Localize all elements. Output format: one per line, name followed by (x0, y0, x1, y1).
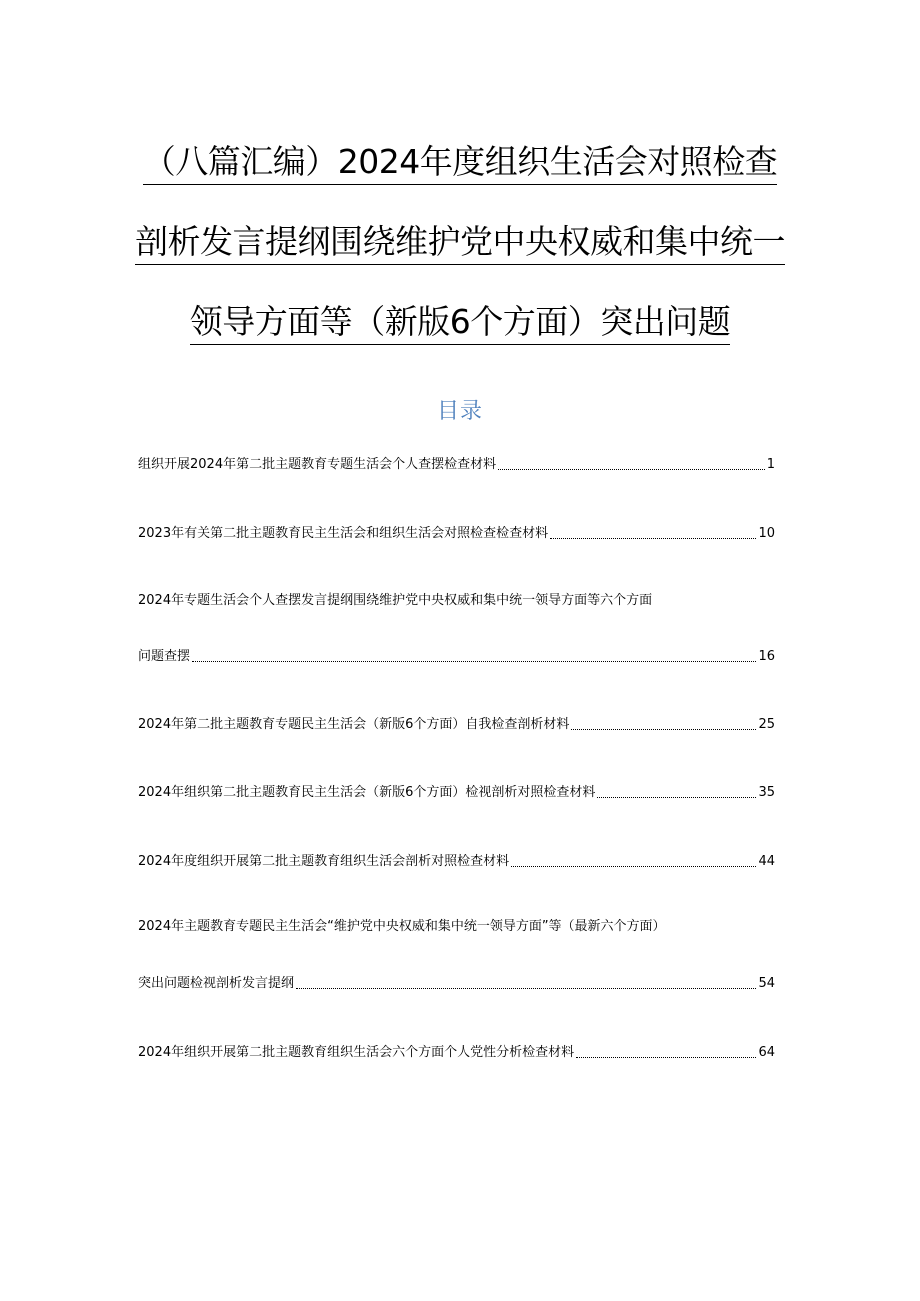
toc-leader-dots (597, 797, 756, 798)
toc-entry-title: 2024年组织开展第二批主题教育组织生活会六个方面个人党性分析检查材料 (138, 1045, 575, 1060)
toc-entry-page: 1 (766, 457, 775, 472)
toc-entry-page: 54 (758, 976, 775, 991)
document-title-line-3 (90, 302, 830, 345)
toc-entry-page: 10 (758, 526, 775, 541)
toc-entry-page: 64 (758, 1045, 775, 1060)
toc-leader-dots (576, 1057, 756, 1058)
toc-heading: 目录 (436, 399, 483, 424)
toc-entry-title: 2024年第二批主题教育专题民主生活会（新版6个方面）自我检查剖析材料 (138, 717, 570, 732)
toc-entry[interactable] (138, 712, 775, 734)
toc-entry-page: 25 (758, 717, 775, 732)
toc-entry[interactable] (138, 780, 775, 802)
toc-entry-title: 2024年度组织开展第二批主题教育组织生活会剖析对照检查材料 (138, 854, 510, 869)
toc-entry[interactable] (138, 644, 775, 666)
document-title-line-1 (90, 142, 830, 185)
toc-entry-title: 突出问题检视剖析发言提纲 (138, 976, 295, 991)
toc-entry-first-line[interactable]: 2024年专题生活会个人查摆发言提纲围绕维护党中央权威和集中统一领导方面等六个方面 (138, 593, 653, 608)
title-text-2: 剖析发言提纲围绕维护党中央权威和集中统一 (135, 222, 785, 265)
toc-entry-title: 2023年有关第二批主题教育民主生活会和组织生活会对照检查检查材料 (138, 526, 549, 541)
toc-leader-dots (498, 469, 765, 470)
toc-leader-dots (192, 661, 756, 662)
toc-entry-title: 组织开展2024年第二批主题教育专题生活会个人查摆检查材料 (138, 457, 497, 472)
toc-entry[interactable] (138, 452, 775, 474)
toc-entry-page: 16 (758, 649, 775, 664)
toc-leader-dots (511, 866, 756, 867)
toc-leader-dots (550, 538, 756, 539)
toc-entry[interactable] (138, 521, 775, 543)
toc-leader-dots (296, 988, 756, 989)
toc-entry-title: 2024年组织第二批主题教育民主生活会（新版6个方面）检视剖析对照检查材料 (138, 785, 596, 800)
title-text-3: 领导方面等（新版6个方面）突出问题 (190, 302, 731, 345)
document-title-line-2 (90, 222, 830, 265)
toc-entry-page: 35 (758, 785, 775, 800)
toc-entry[interactable] (138, 1040, 775, 1062)
toc-entry[interactable] (138, 849, 775, 871)
toc-leader-dots (571, 729, 756, 730)
toc-entry-first-line[interactable]: 2024年主题教育专题民主生活会“维护党中央权威和集中统一领导方面”等（最新六个方面） (138, 919, 666, 934)
toc-entry-title: 问题查摆 (138, 649, 191, 664)
toc-entry-page: 44 (758, 854, 775, 869)
title-text-1: （八篇汇编）2024年度组织生活会对照检查 (143, 142, 777, 185)
toc-entry[interactable] (138, 971, 775, 993)
